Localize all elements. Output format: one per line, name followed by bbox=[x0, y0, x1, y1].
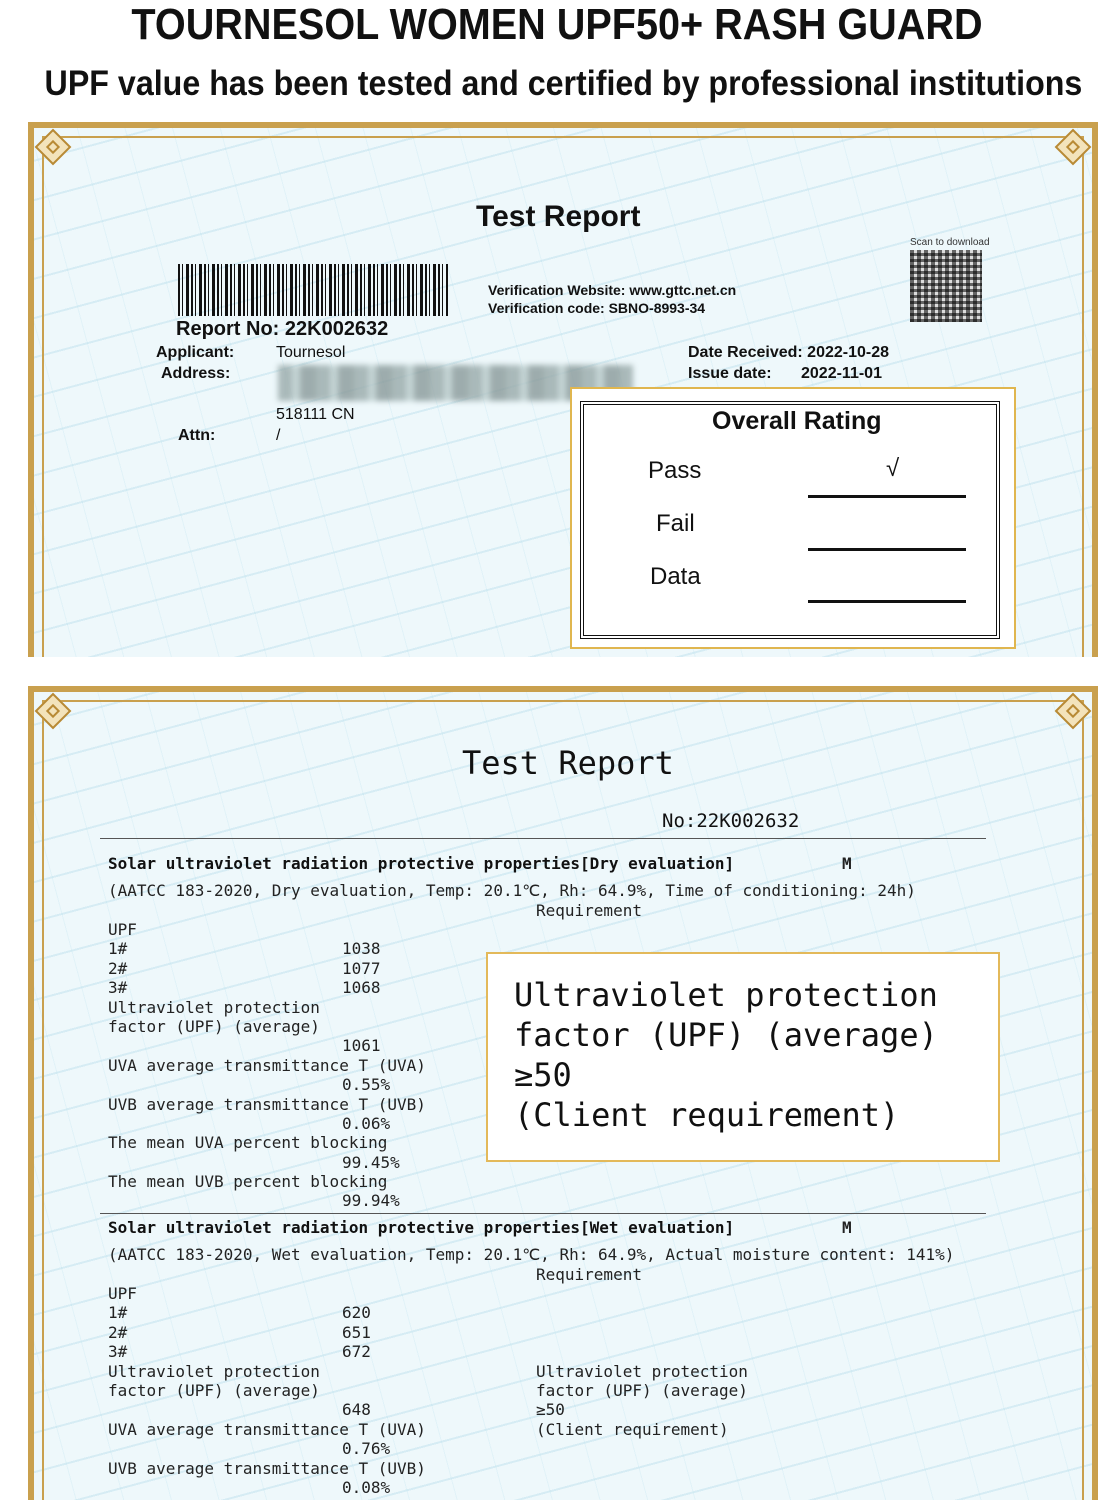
rating-inner-border bbox=[580, 401, 1000, 639]
dry-m-label: M bbox=[842, 854, 852, 873]
dry-uva-block-label: The mean UVA percent blocking bbox=[108, 1133, 388, 1152]
wet-requirement-label: Requirement bbox=[536, 1265, 642, 1284]
wet-uvb-value: 0.08% bbox=[342, 1478, 391, 1497]
qr-code-icon bbox=[910, 250, 982, 322]
wet-upf-avg-label-1: Ultraviolet protection bbox=[108, 1362, 320, 1381]
client-requirement-box bbox=[486, 952, 1000, 1162]
divider bbox=[100, 838, 986, 839]
dry-sample-1: 1# bbox=[108, 939, 128, 958]
dry-requirement-label: Requirement bbox=[536, 901, 642, 920]
wet-m-label: M bbox=[842, 1218, 852, 1237]
wet-upf-avg-label-2: factor (UPF) (average) bbox=[108, 1381, 320, 1400]
wet-sample-3: 3# bbox=[108, 1342, 128, 1361]
rating-fail-label: Fail bbox=[656, 510, 695, 537]
wet-upf-label: UPF bbox=[108, 1284, 137, 1303]
dry-uva-label: UVA average transmittance T (UVA) bbox=[108, 1056, 426, 1075]
dry-upf-avg-label-2: factor (UPF) (average) bbox=[108, 1017, 320, 1036]
dry-conditions: (AATCC 183-2020, Dry evaluation, Temp: 20.1℃, Rh: 64.9%, Time of conditioning: 24h) bbox=[108, 881, 916, 900]
test-report-detail-card bbox=[28, 686, 1098, 1500]
date-received: Date Received: 2022-10-28 bbox=[688, 344, 890, 361]
scan-label: Scan to download bbox=[910, 237, 990, 248]
req-line-3: ≥50 bbox=[514, 1056, 572, 1094]
wet-uva-value: 0.76% bbox=[342, 1439, 391, 1458]
attn-value: / bbox=[276, 427, 281, 444]
wet-uvb-label: UVB average transmittance T (UVB) bbox=[108, 1459, 426, 1478]
barcode-icon bbox=[178, 264, 448, 316]
wet-req-line-4: (Client requirement) bbox=[536, 1420, 729, 1439]
applicant-value: Tournesol bbox=[276, 344, 346, 361]
product-title: TOURNESOL WOMEN UPF50+ RASH GUARD bbox=[131, 0, 983, 49]
wet-sample-1-value: 620 bbox=[342, 1303, 371, 1322]
wet-sample-2-value: 651 bbox=[342, 1323, 371, 1342]
report-title: Test Report bbox=[476, 200, 641, 233]
dry-uvb-label: UVB average transmittance T (UVB) bbox=[108, 1095, 426, 1114]
attn-label: Attn: bbox=[178, 427, 216, 444]
applicant-label: Applicant: bbox=[156, 344, 235, 361]
wet-conditions: (AATCC 183-2020, Wet evaluation, Temp: 20.1℃, Rh: 64.9%, Actual moisture content: 141%) bbox=[108, 1245, 955, 1264]
dry-sample-1-value: 1038 bbox=[342, 939, 381, 958]
dry-sample-2-value: 1077 bbox=[342, 959, 381, 978]
dry-sample-2: 2# bbox=[108, 959, 128, 978]
dry-uva-block-value: 99.45% bbox=[342, 1153, 400, 1172]
report-number: Report No: 22K002632 bbox=[176, 318, 389, 340]
wet-sample-1: 1# bbox=[108, 1303, 128, 1322]
address-zip: 518111 CN bbox=[276, 406, 355, 423]
dry-uva-value: 0.55% bbox=[342, 1075, 391, 1094]
fail-line bbox=[808, 548, 966, 551]
req-line-2: factor (UPF) (average) bbox=[514, 1016, 938, 1054]
req-line-4: (Client requirement) bbox=[514, 1096, 900, 1134]
wet-upf-avg-value: 648 bbox=[342, 1400, 371, 1419]
overall-rating-box bbox=[570, 387, 1016, 649]
dry-uvb-block-label: The mean UVB percent blocking bbox=[108, 1172, 388, 1191]
wet-sample-2: 2# bbox=[108, 1323, 128, 1342]
rating-title: Overall Rating bbox=[712, 407, 882, 435]
dry-upf-label: UPF bbox=[108, 920, 137, 939]
rating-pass-label: Pass bbox=[648, 457, 702, 484]
wet-sample-3-value: 672 bbox=[342, 1342, 371, 1361]
pass-checkmark-icon: √ bbox=[886, 455, 900, 482]
dry-uvb-block-value: 99.94% bbox=[342, 1191, 400, 1210]
dry-sample-3: 3# bbox=[108, 978, 128, 997]
wet-req-line-2: factor (UPF) (average) bbox=[536, 1381, 748, 1400]
wet-section-heading: Solar ultraviolet radiation protective properties[Wet evaluation] bbox=[108, 1218, 735, 1237]
dry-upf-avg-value: 1061 bbox=[342, 1036, 381, 1055]
verification-code: Verification code: SBNO-8993-34 bbox=[488, 300, 706, 316]
data-line bbox=[808, 600, 966, 603]
verification-website: Verification Website: www.gttc.net.cn bbox=[488, 282, 737, 298]
divider bbox=[100, 1213, 986, 1214]
dry-upf-avg-label-1: Ultraviolet protection bbox=[108, 998, 320, 1017]
product-subtitle: UPF value has been tested and certified by professional institutions bbox=[44, 64, 1083, 103]
report-number: No:22K002632 bbox=[662, 810, 800, 832]
issue-date-value: 2022-11-01 bbox=[801, 365, 882, 382]
pass-line bbox=[808, 495, 966, 498]
test-report-summary-card bbox=[28, 122, 1098, 657]
issue-date-label: Issue date: bbox=[688, 365, 772, 382]
rating-data-label: Data bbox=[650, 563, 701, 590]
dry-sample-3-value: 1068 bbox=[342, 978, 381, 997]
wet-req-line-3: ≥50 bbox=[536, 1400, 565, 1419]
dry-uvb-value: 0.06% bbox=[342, 1114, 391, 1133]
report-title: Test Report bbox=[462, 744, 674, 782]
wet-req-line-1: Ultraviolet protection bbox=[536, 1362, 748, 1381]
req-line-1: Ultraviolet protection bbox=[514, 976, 938, 1014]
address-label: Address: bbox=[161, 365, 231, 382]
dry-section-heading: Solar ultraviolet radiation protective properties[Dry evaluation] bbox=[108, 854, 735, 873]
wet-uva-label: UVA average transmittance T (UVA) bbox=[108, 1420, 426, 1439]
